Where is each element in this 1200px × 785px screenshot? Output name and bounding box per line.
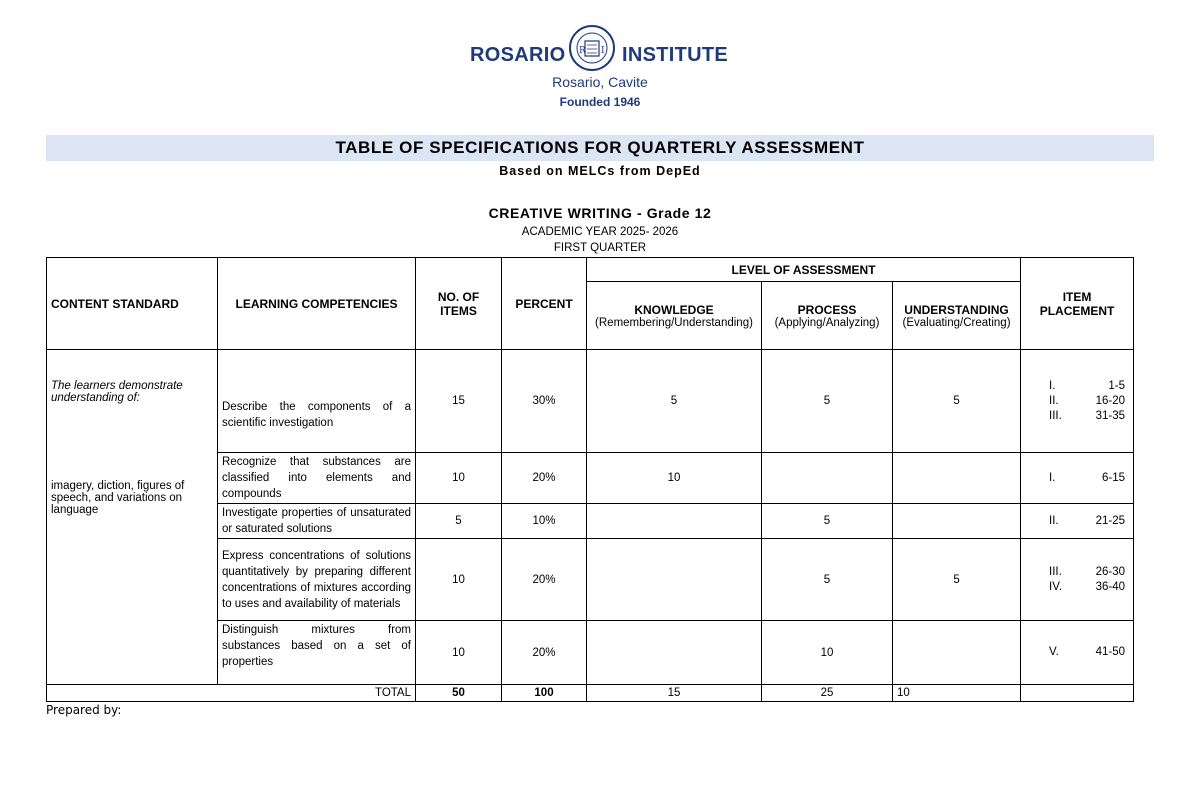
- knowledge-cell: [587, 621, 762, 685]
- total-process: 25: [762, 685, 893, 702]
- prepared-by-label: Prepared by:: [46, 703, 122, 717]
- placement-range: 36-40: [1095, 580, 1126, 593]
- content-standard-cell: [47, 350, 218, 685]
- knowledge-cell: 5: [587, 350, 762, 453]
- competency-cell: Investigate properties of unsaturated or saturated solutions: [218, 504, 416, 539]
- header-process-cell: [762, 282, 893, 350]
- placement-range: 31-35: [1095, 409, 1126, 422]
- placement-part: II.: [1049, 394, 1059, 407]
- process-cell: 5: [762, 350, 893, 453]
- total-placement: [1021, 685, 1134, 702]
- founded-year: Founded 1946: [559, 95, 641, 109]
- school-location: Rosario, Cavite: [552, 74, 648, 90]
- header-understanding: UNDERSTANDING: [904, 302, 1009, 317]
- percent-cell: 20%: [502, 539, 587, 621]
- items-cell: 10: [416, 621, 502, 685]
- header-understanding-note: (Evaluating/Creating): [902, 316, 1011, 329]
- svg-text:I: I: [601, 46, 605, 56]
- total-percent: 100: [502, 685, 587, 702]
- content-standard-body: imagery, diction, figures of speech, and variations on language: [51, 480, 185, 516]
- placement-cell: [1021, 504, 1134, 539]
- knowledge-cell: [587, 504, 762, 539]
- school-seal-logo: [568, 24, 616, 72]
- understanding-cell: [893, 504, 1021, 539]
- competency-cell: Recognize that substances are classified into elements and compounds: [218, 453, 416, 504]
- header-knowledge-note: (Remembering/Understanding): [595, 316, 753, 329]
- header-understanding-cell: [893, 282, 1021, 350]
- table-row: [47, 350, 1134, 453]
- placement-part: I.: [1049, 471, 1056, 484]
- header-process-note: (Applying/Analyzing): [774, 316, 880, 329]
- percent-cell: 20%: [502, 453, 587, 504]
- specifications-table: [46, 257, 1134, 702]
- placement-part: IV.: [1049, 580, 1063, 593]
- items-cell: 5: [416, 504, 502, 539]
- quarter-label: FIRST QUARTER: [553, 242, 647, 254]
- document-title: TABLE OF SPECIFICATIONS FOR QUARTERLY ASSESSMENT: [335, 138, 865, 157]
- header-content-standard: CONTENT STANDARD: [47, 258, 218, 350]
- understanding-cell: 5: [893, 539, 1021, 621]
- placement-range: 16-20: [1095, 394, 1126, 407]
- placement-cell: [1021, 539, 1134, 621]
- process-cell: 10: [762, 621, 893, 685]
- competency-cell: Distinguish mixtures from substances based on a set of properties: [218, 621, 416, 685]
- knowledge-cell: 10: [587, 453, 762, 504]
- document-subtitle: Based on MELCs from DepEd: [499, 164, 701, 178]
- total-label: TOTAL: [47, 685, 416, 702]
- content-standard-intro: The learners demonstrate understanding of:: [51, 380, 183, 404]
- items-cell: 10: [416, 453, 502, 504]
- school-name-left: ROSARIO: [470, 44, 566, 66]
- placement-part: II.: [1049, 514, 1059, 527]
- placement-cell: [1021, 350, 1134, 453]
- placement-part: V.: [1049, 646, 1059, 658]
- placement-range: 41-50: [1095, 646, 1126, 658]
- header-level-of-assessment: LEVEL OF ASSESSMENT: [587, 258, 1021, 282]
- placement-cell: [1021, 621, 1134, 685]
- school-name-right: INSTITUTE: [622, 44, 729, 66]
- subject-title: CREATIVE WRITING - Grade 12: [488, 205, 712, 221]
- competency-cell: Describe the components of a scientific investigation: [218, 350, 416, 453]
- total-knowledge: 15: [587, 685, 762, 702]
- placement-range: 21-25: [1095, 514, 1126, 527]
- understanding-cell: 5: [893, 350, 1021, 453]
- academic-year: ACADEMIC YEAR 2025- 2026: [521, 226, 679, 238]
- placement-range: 26-30: [1095, 565, 1126, 578]
- total-understanding: 10: [893, 685, 1021, 702]
- header-knowledge-cell: [587, 282, 762, 350]
- process-cell: 5: [762, 539, 893, 621]
- header-item-placement: ITEM PLACEMENT: [1021, 258, 1134, 350]
- percent-cell: 20%: [502, 621, 587, 685]
- total-items: 50: [416, 685, 502, 702]
- process-cell: 5: [762, 504, 893, 539]
- understanding-cell: [893, 453, 1021, 504]
- placement-part: III.: [1049, 409, 1062, 422]
- items-cell: 15: [416, 350, 502, 453]
- percent-cell: 30%: [502, 350, 587, 453]
- header-items: NO. OF ITEMS: [416, 258, 502, 350]
- header-competencies: LEARNING COMPETENCIES: [218, 258, 416, 350]
- placement-cell: [1021, 453, 1134, 504]
- header-knowledge: KNOWLEDGE: [634, 302, 714, 317]
- total-row: [47, 685, 1134, 702]
- percent-cell: 10%: [502, 504, 587, 539]
- competency-cell: Express concentrations of solutions quantitatively by preparing different concentrations of mixtures according to uses and availability of materials: [218, 539, 416, 621]
- items-cell: 10: [416, 539, 502, 621]
- header-process: PROCESS: [797, 302, 857, 317]
- placement-range: 6-15: [1102, 471, 1126, 484]
- header-percent: PERCENT: [502, 258, 587, 350]
- placement-part: I.: [1049, 379, 1056, 392]
- svg-text:R: R: [579, 46, 586, 56]
- placement-range: 1-5: [1108, 379, 1126, 392]
- knowledge-cell: [587, 539, 762, 621]
- understanding-cell: [893, 621, 1021, 685]
- placement-part: III.: [1049, 565, 1062, 578]
- process-cell: [762, 453, 893, 504]
